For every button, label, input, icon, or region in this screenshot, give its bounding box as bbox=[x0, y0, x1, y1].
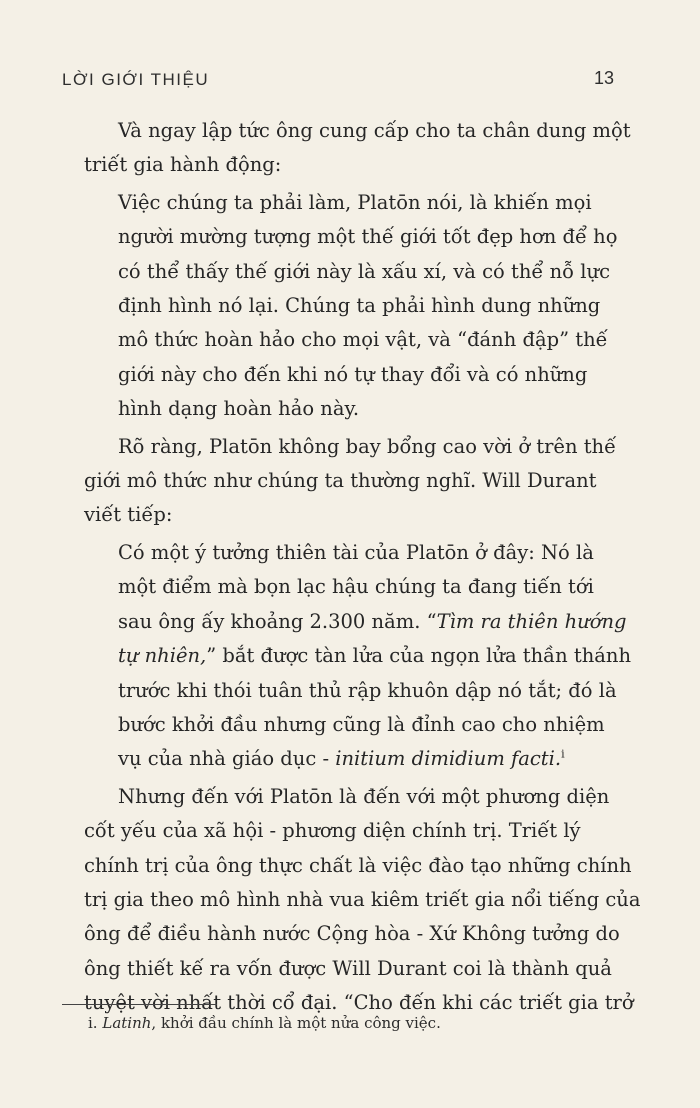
text-line: ông để điều hành nước Cộng hòa - Xứ Không tưởng do bbox=[84, 922, 620, 946]
footnote-ref[interactable]: i bbox=[561, 747, 565, 761]
footnote-term: Latinh bbox=[102, 1014, 152, 1032]
text-line: hình dạng hoàn hảo này. bbox=[118, 397, 360, 421]
italic-run: Tìm ra thiên hướng bbox=[436, 609, 627, 633]
text-line: cốt yếu của xã hội - phương diện chính trị. Triết lý bbox=[84, 819, 581, 843]
text-line bbox=[118, 742, 615, 776]
text-line: bước khởi đầu nhưng cũng là đỉnh cao cho nhiệm bbox=[118, 712, 605, 736]
text-line: Nhưng đến với Platōn là đến với một phương diện bbox=[118, 784, 610, 808]
text-line: Việc chúng ta phải làm, Platōn nói, là khiến mọi bbox=[118, 190, 592, 214]
footnote-marker: i. bbox=[88, 1014, 98, 1032]
italic-run: tự nhiên, bbox=[118, 644, 207, 668]
text-run: sau ông ấy khoảng 2.300 năm. “ bbox=[118, 609, 437, 633]
text-line: trước khi thói tuân thủ rập khuôn dập nó tắt; đó là bbox=[118, 678, 617, 702]
text-run: vụ của nhà giáo dục - bbox=[118, 747, 336, 771]
footnote-text: , khởi đầu chính là một nửa công việc. bbox=[151, 1014, 441, 1032]
text-line: Có một ý tưởng thiên tài của Platōn ở đây: Nó là bbox=[118, 540, 594, 564]
running-head: LỜI GIỚI THIỆU bbox=[62, 70, 210, 89]
text-line: Rõ ràng, Platōn không bay bổng cao vời ở trên thế bbox=[118, 434, 617, 458]
text-line: tuyệt vời nhất thời cổ đại. “Cho đến khi các triết gia trở bbox=[84, 991, 634, 1015]
text-line: định hình nó lại. Chúng ta phải hình dung những bbox=[118, 294, 601, 318]
text-line: trị gia theo mô hình nhà vua kiêm triết gia nổi tiếng của bbox=[84, 887, 641, 911]
footnote-divider bbox=[62, 1004, 217, 1005]
text-line: chính trị của ông thực chất là việc đào tạo những chính bbox=[84, 853, 632, 877]
text-line: một điểm mà bọn lạc hậu chúng ta đang tiến tới bbox=[118, 575, 594, 599]
text-line: có thể thấy thế giới này là xấu xí, và có thể nỗ lực bbox=[118, 259, 610, 283]
paragraph-2 bbox=[84, 430, 615, 533]
paragraph-1-cont bbox=[84, 148, 615, 182]
block-quote-2 bbox=[84, 536, 632, 777]
text-line: người mường tượng một thế giới tốt đẹp hơn để họ bbox=[118, 225, 618, 249]
text-run: ” bắt được tàn lửa của ngọn lửa thần thánh bbox=[206, 644, 632, 668]
text-line: viết tiếp: bbox=[84, 503, 173, 527]
text-line: ông thiết kế ra vốn được Will Durant coi là thành quả bbox=[84, 956, 612, 980]
text-line bbox=[118, 639, 632, 673]
italic-run: initium dimidium facti. bbox=[335, 747, 562, 771]
page-number: 13 bbox=[593, 68, 614, 88]
text-line: Và ngay lập tức ông cung cấp cho ta chân dung một bbox=[118, 119, 631, 142]
footnote bbox=[88, 1014, 441, 1032]
body-text bbox=[84, 114, 641, 1024]
text-line: giới mô thức như chúng ta thường nghĩ. Will Durant bbox=[84, 469, 597, 493]
block-quote-1 bbox=[84, 186, 618, 427]
text-line: triết gia hành động: bbox=[84, 153, 282, 177]
text-line: mô thức hoàn hảo cho mọi vật, và “đánh đập” thế bbox=[118, 328, 608, 352]
text-line: giới này cho đến khi nó tự thay đổi và có những bbox=[118, 362, 588, 386]
text-line bbox=[118, 605, 627, 639]
paragraph-1 bbox=[84, 114, 631, 148]
paragraph-3 bbox=[84, 780, 641, 1021]
